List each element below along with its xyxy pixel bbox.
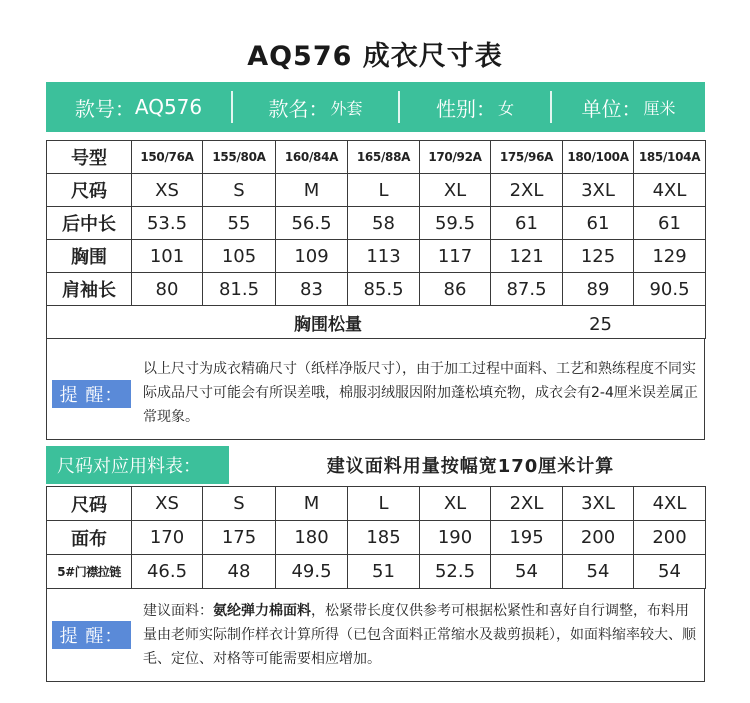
row-header: 后中长 <box>47 207 132 240</box>
fabric-header <box>46 446 705 484</box>
reminder-box <box>46 339 705 440</box>
table-cell: 4XL <box>634 174 706 207</box>
divider <box>398 91 400 123</box>
table-row <box>47 273 706 306</box>
table-cell: 117 <box>420 240 491 273</box>
table-cell: 51 <box>348 555 420 589</box>
table-cell: 150/76A <box>132 141 203 174</box>
table-cell: 80 <box>132 273 203 306</box>
gender <box>400 82 550 132</box>
table-cell: 90.5 <box>634 273 706 306</box>
divider <box>231 91 233 123</box>
table-cell: S <box>203 174 276 207</box>
style-name <box>233 82 398 132</box>
table-cell: 61 <box>563 207 634 240</box>
table-cell: 200 <box>563 521 634 555</box>
table-cell: 185/104A <box>634 141 706 174</box>
table-cell: 59.5 <box>420 207 491 240</box>
table-row <box>47 207 706 240</box>
table-cell: 180 <box>276 521 348 555</box>
table-cell: 4XL <box>634 487 706 521</box>
table-cell: 105 <box>203 240 276 273</box>
fabric-table <box>46 486 706 589</box>
table-cell: 87.5 <box>491 273 563 306</box>
fabric-tag: 尺码对应用料表： <box>46 446 229 484</box>
row-header: 胸围 <box>47 240 132 273</box>
row-header: 号型 <box>47 141 132 174</box>
fabric-reminder-rest: ，松紧带长度仅供参考可根据松紧性和喜好自行调整，布料用量由老师实际制作样衣计算所得（已包含面料正常缩水及裁剪损耗），如面料缩率较大、顺毛、定位、对格等可能需要相应增加。 <box>143 603 696 667</box>
table-row <box>47 555 706 589</box>
table-cell: 175 <box>203 521 276 555</box>
fabric-reminder-box <box>46 588 705 682</box>
table-cell: 165/88A <box>348 141 420 174</box>
table-cell: 3XL <box>563 174 634 207</box>
table-cell: 58 <box>348 207 420 240</box>
table-cell: 170/92A <box>420 141 491 174</box>
table-row <box>47 141 706 174</box>
table-cell: 86 <box>420 273 491 306</box>
table-cell: 101 <box>132 240 203 273</box>
reminder-button[interactable]: 提 醒： <box>52 380 131 408</box>
reminder-text: 以上尺寸为成衣精确尺寸（纸样净版尺寸），由于加工过程中面料、工艺和熟练程度不同实际成品尺寸可能会有所误差哦，棉服羽绒服因附加蓬松填充物，成衣会有2-4厘米误差属正常现象。 <box>143 361 698 425</box>
table-cell: XS <box>132 174 203 207</box>
table-cell: 2XL <box>491 487 563 521</box>
table-cell: 2XL <box>491 174 563 207</box>
row-header: 肩袖长 <box>47 273 132 306</box>
table-cell: 113 <box>348 240 420 273</box>
table-cell: XL <box>420 174 491 207</box>
table-cell: 160/84A <box>276 141 348 174</box>
name-label: 款名： <box>268 96 329 121</box>
divider <box>550 91 552 123</box>
size-table <box>46 140 706 339</box>
table-cell: 61 <box>491 207 563 240</box>
page-title: AQ576 成衣尺寸表 <box>247 41 503 72</box>
table-cell: M <box>276 174 348 207</box>
table-cell: 195 <box>491 521 563 555</box>
fabric-reminder-text <box>143 599 698 671</box>
table-cell: L <box>348 174 420 207</box>
unit-label: 单位： <box>581 96 642 121</box>
table-row <box>47 240 706 273</box>
fabric-reminder-prefix: 建议面料： <box>143 603 213 619</box>
table-cell: XS <box>132 487 203 521</box>
table-cell: 109 <box>276 240 348 273</box>
table-cell: 85.5 <box>348 273 420 306</box>
table-cell: 89 <box>563 273 634 306</box>
table-cell: M <box>276 487 348 521</box>
table-cell: 52.5 <box>420 555 491 589</box>
table-cell: 190 <box>420 521 491 555</box>
table-cell: 129 <box>634 240 706 273</box>
table-cell: 49.5 <box>276 555 348 589</box>
ease-label: 胸围松量 <box>294 314 362 335</box>
table-row <box>47 521 706 555</box>
table-cell: 48 <box>203 555 276 589</box>
table-cell: 56.5 <box>276 207 348 240</box>
table-cell: 83 <box>276 273 348 306</box>
table-cell: S <box>203 487 276 521</box>
fabric-reminder-material: 氨纶弹力棉面料 <box>213 603 311 619</box>
table-cell: XL <box>420 487 491 521</box>
table-cell: 185 <box>348 521 420 555</box>
row-header: 尺码 <box>47 487 132 521</box>
table-row <box>47 487 706 521</box>
table-cell: 46.5 <box>132 555 203 589</box>
fabric-reminder-button[interactable]: 提 醒： <box>52 621 131 649</box>
table-cell: L <box>348 487 420 521</box>
gender-value: 女 <box>497 98 514 118</box>
table-cell: 175/96A <box>491 141 563 174</box>
row-header: 面布 <box>47 521 132 555</box>
table-cell: 61 <box>634 207 706 240</box>
table-cell: 3XL <box>563 487 634 521</box>
table-row <box>47 174 706 207</box>
table-cell: 54 <box>634 555 706 589</box>
table-cell: 81.5 <box>203 273 276 306</box>
table-cell: 54 <box>491 555 563 589</box>
style-value: AQ576 <box>134 95 203 119</box>
table-cell: 200 <box>634 521 706 555</box>
unit <box>552 82 705 132</box>
table-cell: 180/100A <box>563 141 634 174</box>
gender-label: 性别： <box>435 96 496 121</box>
style-label: 款号： <box>74 96 135 121</box>
name-value: 外套 <box>330 98 363 118</box>
style-number <box>46 82 231 132</box>
table-cell: 121 <box>491 240 563 273</box>
table-cell: 125 <box>563 240 634 273</box>
fabric-note: 建议面料用量按幅宽170厘米计算 <box>326 456 615 477</box>
info-bar <box>46 82 705 132</box>
unit-value: 厘米 <box>643 98 676 118</box>
table-cell: 54 <box>563 555 634 589</box>
ease-value: 25 <box>589 313 612 335</box>
row-header: 尺码 <box>47 174 132 207</box>
row-header: 5#门襟拉链 <box>47 555 132 589</box>
table-cell: 155/80A <box>203 141 276 174</box>
table-cell: 55 <box>203 207 276 240</box>
ease-row <box>47 306 706 339</box>
table-cell: 170 <box>132 521 203 555</box>
table-cell: 53.5 <box>132 207 203 240</box>
